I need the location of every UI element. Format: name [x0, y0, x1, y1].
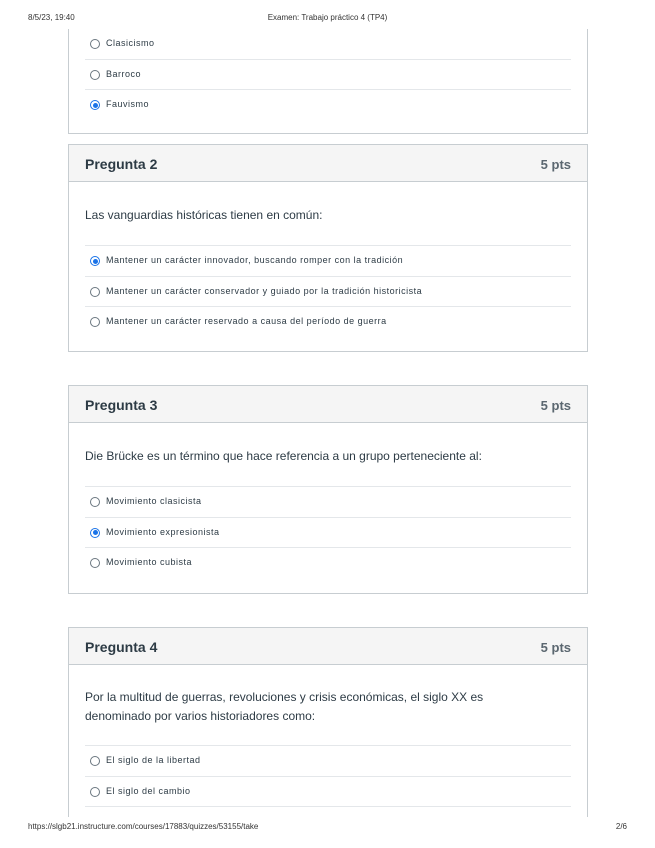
answer-option[interactable] [85, 777, 571, 808]
question-header [69, 386, 587, 423]
answer-option[interactable] [85, 307, 571, 338]
print-page-number: 2/6 [615, 822, 627, 831]
answer-list [69, 29, 587, 121]
print-datetime: 8/5/23, 19:40 [28, 13, 75, 22]
answer-label: Movimiento expresionista [106, 526, 220, 537]
answer-option[interactable] [85, 90, 571, 121]
answer-option[interactable] [85, 518, 571, 549]
question-title: Pregunta 4 [85, 639, 158, 655]
radio-button[interactable] [90, 497, 100, 507]
answer-option[interactable] [85, 548, 571, 579]
answer-label: Movimiento cubista [106, 557, 193, 567]
answer-label: El siglo de la libertad [106, 755, 201, 765]
question-card-3 [68, 385, 588, 594]
answer-label: Mantener un carácter conservador y guiado por la tradición historicista [106, 285, 423, 296]
answer-label: Fauvismo [106, 99, 150, 109]
question-points: 5 pts [540, 398, 571, 413]
answer-option[interactable] [85, 246, 571, 277]
print-footer [0, 822, 655, 834]
answer-option[interactable] [85, 487, 571, 518]
question-card-2 [68, 144, 588, 352]
radio-button[interactable] [90, 39, 100, 49]
question-points: 5 pts [540, 157, 571, 172]
print-url: https://slgb21.instructure.com/courses/17883/quizzes/53155/take [28, 822, 259, 831]
answer-label: Mantener un carácter innovador, buscando romper con la tradición [106, 255, 404, 265]
print-page-title: Examen: Trabajo práctico 4 (TP4) [267, 13, 388, 22]
radio-button-selected[interactable] [90, 100, 100, 110]
question-text: Las vanguardias históricas tienen en común: [85, 208, 323, 222]
radio-button[interactable] [90, 317, 100, 327]
question-title: Pregunta 3 [85, 397, 158, 413]
radio-button[interactable] [90, 558, 100, 568]
question-header [69, 628, 587, 665]
answer-option[interactable] [85, 277, 571, 308]
question-card-4 [68, 627, 588, 817]
answer-label: Movimiento clasicista [106, 496, 202, 506]
radio-button[interactable] [90, 70, 100, 80]
answer-label: Mantener un carácter reservado a causa del período de guerra [106, 316, 387, 326]
radio-button[interactable] [90, 787, 100, 797]
answer-label: Clasicismo [106, 38, 155, 48]
answer-list [85, 245, 571, 338]
radio-button[interactable] [90, 287, 100, 297]
question-text: Por la multitud de guerras, revoluciones y crisis económicas, el siglo XX es denominado por varios historiadores como: [85, 690, 484, 723]
question-points: 5 pts [540, 640, 571, 655]
question-text: Die Brücke es un término que hace referencia a un grupo perteneciente al: [85, 449, 482, 463]
answer-list [85, 745, 571, 807]
question-header [69, 145, 587, 182]
question-title: Pregunta 2 [85, 156, 158, 172]
radio-button-selected[interactable] [90, 528, 100, 538]
answer-label: El siglo del cambio [106, 785, 191, 796]
answer-option[interactable] [85, 60, 571, 91]
answer-list [85, 486, 571, 579]
print-header [0, 13, 655, 25]
radio-button[interactable] [90, 756, 100, 766]
answer-option[interactable] [85, 29, 571, 60]
answer-option[interactable] [85, 746, 571, 777]
answer-label: Barroco [106, 68, 142, 79]
radio-button-selected[interactable] [90, 256, 100, 266]
question-card-1 [68, 29, 588, 134]
